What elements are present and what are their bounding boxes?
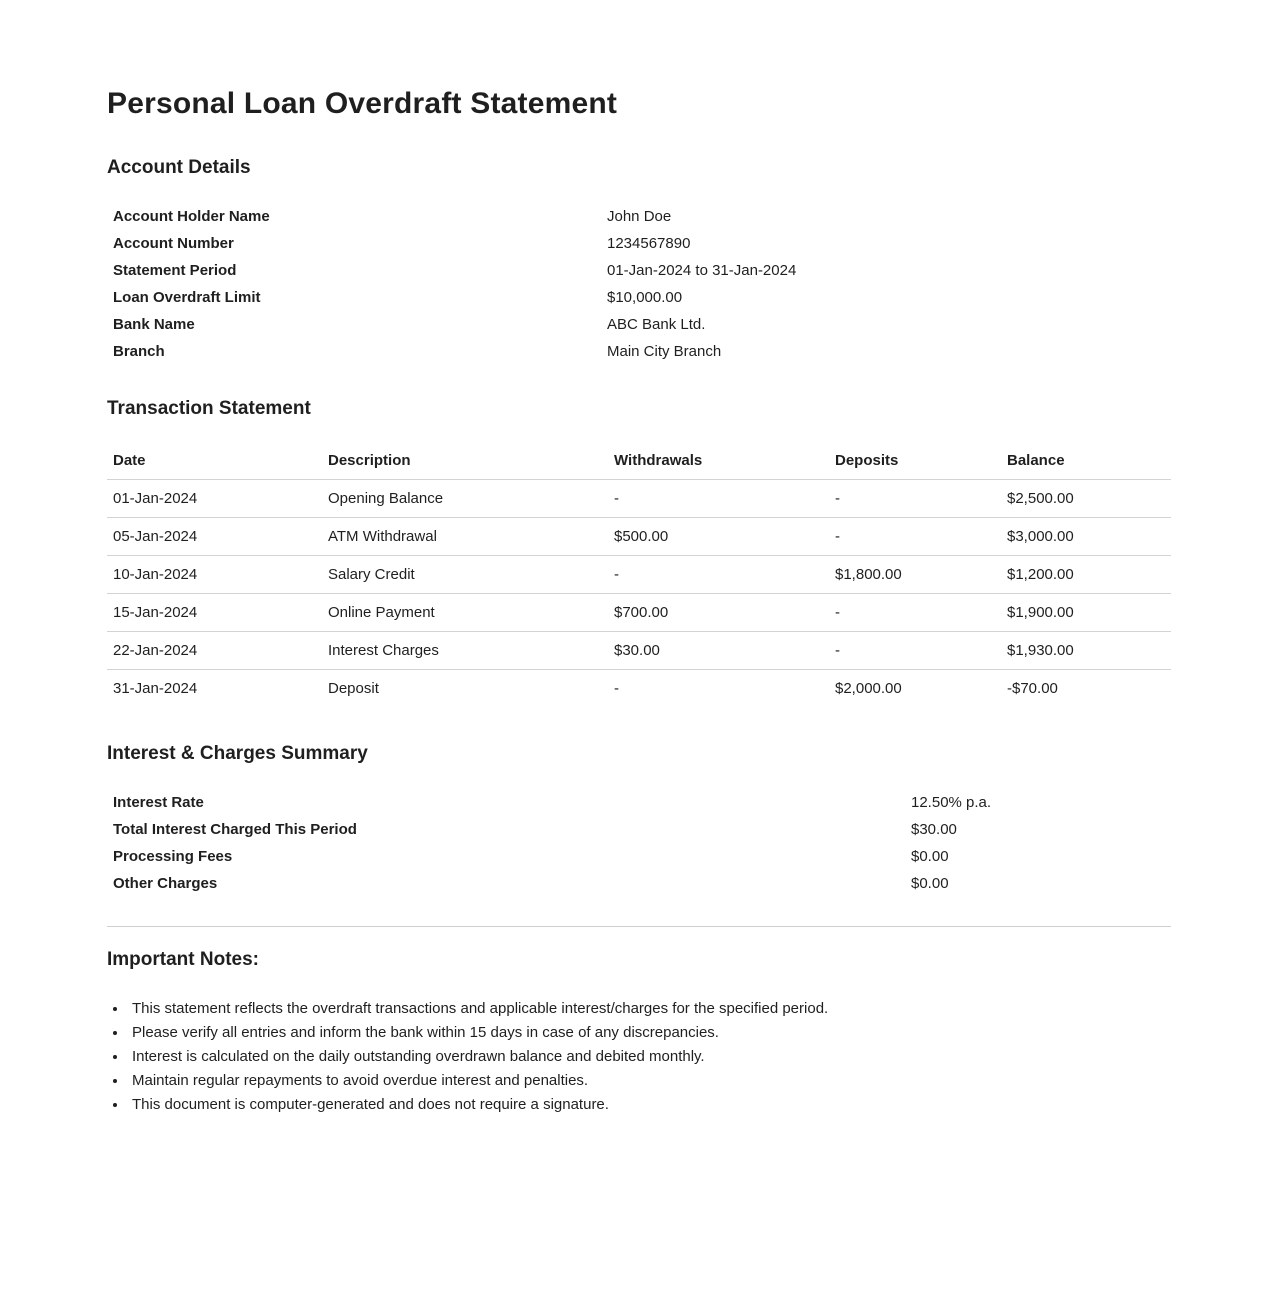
summary-label-interest-rate: Interest Rate <box>113 794 204 811</box>
transaction-row <box>107 518 1171 556</box>
cell-deposits: - <box>829 480 1001 518</box>
account-details-table <box>107 203 1171 365</box>
transaction-row <box>107 632 1171 670</box>
cell-description: Online Payment <box>322 594 608 632</box>
note-item: • This statement reflects the overdraft transactions and applicable interest/charges for the specified period. <box>128 997 1171 1021</box>
section-divider <box>107 926 1171 927</box>
section-heading-interest-charges-summary: Interest & Charges Summary <box>107 743 368 764</box>
detail-value-statement-period: 01-Jan-2024 to 31-Jan-2024 <box>607 262 797 279</box>
cell-description: Deposit <box>328 680 379 697</box>
detail-label-bank-name: Bank Name <box>113 316 195 333</box>
cell-balance: $2,500.00 <box>1001 480 1171 518</box>
summary-table <box>107 789 1171 897</box>
cell-date: 31-Jan-2024 <box>113 680 198 697</box>
summary-row <box>107 816 1171 843</box>
cell-withdrawals: - <box>608 556 829 594</box>
detail-value-account-holder-name: John Doe <box>607 208 672 225</box>
column-header-date: Date <box>107 446 322 480</box>
cell-withdrawals: $500.00 <box>608 518 829 556</box>
transaction-row <box>107 594 1171 632</box>
detail-label-branch: Branch <box>113 343 165 360</box>
summary-value-interest-rate: 12.50% p.a. <box>911 794 992 811</box>
cell-deposits: $2,000.00 <box>835 680 902 697</box>
note-item: • Interest is calculated on the daily outstanding overdrawn balance and debited monthly. <box>128 1045 1171 1069</box>
detail-label-statement-period: Statement Period <box>113 262 237 279</box>
column-header-description: Description <box>322 446 608 480</box>
summary-value-other-charges: $0.00 <box>911 875 949 892</box>
cell-withdrawals: - <box>614 680 619 697</box>
detail-value-loan-overdraft-limit: $10,000.00 <box>607 289 683 306</box>
detail-label-account-holder-name: Account Holder Name <box>113 208 270 225</box>
column-header-balance: Balance <box>1001 446 1171 480</box>
cell-description: Opening Balance <box>322 480 608 518</box>
section-heading-account-details: Account Details <box>107 157 251 178</box>
cell-withdrawals: - <box>608 480 829 518</box>
column-header-deposits: Deposits <box>829 446 1001 480</box>
summary-value-processing-fees: $0.00 <box>911 848 949 865</box>
transaction-row <box>107 556 1171 594</box>
summary-row <box>107 789 1171 816</box>
detail-label-account-number: Account Number <box>113 235 234 252</box>
section-heading-important-notes: Important Notes: <box>107 949 259 970</box>
summary-label-processing-fees: Processing Fees <box>113 848 233 865</box>
account-detail-row <box>107 311 1171 338</box>
note-item: • Maintain regular repayments to avoid overdue interest and penalties. <box>128 1069 1171 1093</box>
cell-deposits: - <box>829 632 1001 670</box>
cell-description: Salary Credit <box>322 556 608 594</box>
note-item: • Please verify all entries and inform the bank within 15 days in case of any discrepancies. <box>128 1021 1171 1045</box>
cell-balance: $1,200.00 <box>1001 556 1171 594</box>
summary-row <box>107 870 1171 897</box>
cell-date: 15-Jan-2024 <box>107 594 322 632</box>
notes-list <box>107 997 1171 1117</box>
section-heading-transaction-statement: Transaction Statement <box>107 398 311 419</box>
account-detail-row <box>107 203 1171 230</box>
cell-date: 10-Jan-2024 <box>107 556 322 594</box>
account-detail-row <box>107 257 1171 284</box>
transaction-header-row <box>107 446 1171 480</box>
cell-balance: $1,930.00 <box>1001 632 1171 670</box>
summary-row <box>107 843 1171 870</box>
cell-description: ATM Withdrawal <box>322 518 608 556</box>
detail-value-bank-name: ABC Bank Ltd. <box>607 316 706 333</box>
summary-value-total-interest: $30.00 <box>911 821 957 838</box>
column-header-withdrawals: Withdrawals <box>608 446 829 480</box>
cell-withdrawals: $30.00 <box>608 632 829 670</box>
statement-document <box>107 0 1171 1117</box>
cell-date: 22-Jan-2024 <box>107 632 322 670</box>
cell-date: 05-Jan-2024 <box>107 518 322 556</box>
cell-date: 01-Jan-2024 <box>107 480 322 518</box>
cell-balance: $1,900.00 <box>1001 594 1171 632</box>
page-title: Personal Loan Overdraft Statement <box>107 87 618 120</box>
transaction-table <box>107 446 1171 707</box>
summary-label-total-interest: Total Interest Charged This Period <box>113 821 357 838</box>
note-item: • This document is computer-generated and does not require a signature. <box>128 1093 1171 1117</box>
account-detail-row <box>107 230 1171 257</box>
cell-deposits: - <box>829 518 1001 556</box>
cell-deposits: $1,800.00 <box>829 556 1001 594</box>
cell-balance: -$70.00 <box>1007 680 1058 697</box>
cell-withdrawals: $700.00 <box>608 594 829 632</box>
account-detail-row <box>107 338 1171 365</box>
transaction-row <box>107 480 1171 518</box>
account-detail-row <box>107 284 1171 311</box>
summary-label-other-charges: Other Charges <box>113 875 218 892</box>
transaction-row <box>107 670 1171 708</box>
cell-balance: $3,000.00 <box>1001 518 1171 556</box>
detail-label-loan-overdraft-limit: Loan Overdraft Limit <box>113 289 261 306</box>
cell-description: Interest Charges <box>322 632 608 670</box>
detail-value-branch: Main City Branch <box>607 343 722 360</box>
detail-value-account-number: 1234567890 <box>607 235 691 252</box>
cell-deposits: - <box>829 594 1001 632</box>
